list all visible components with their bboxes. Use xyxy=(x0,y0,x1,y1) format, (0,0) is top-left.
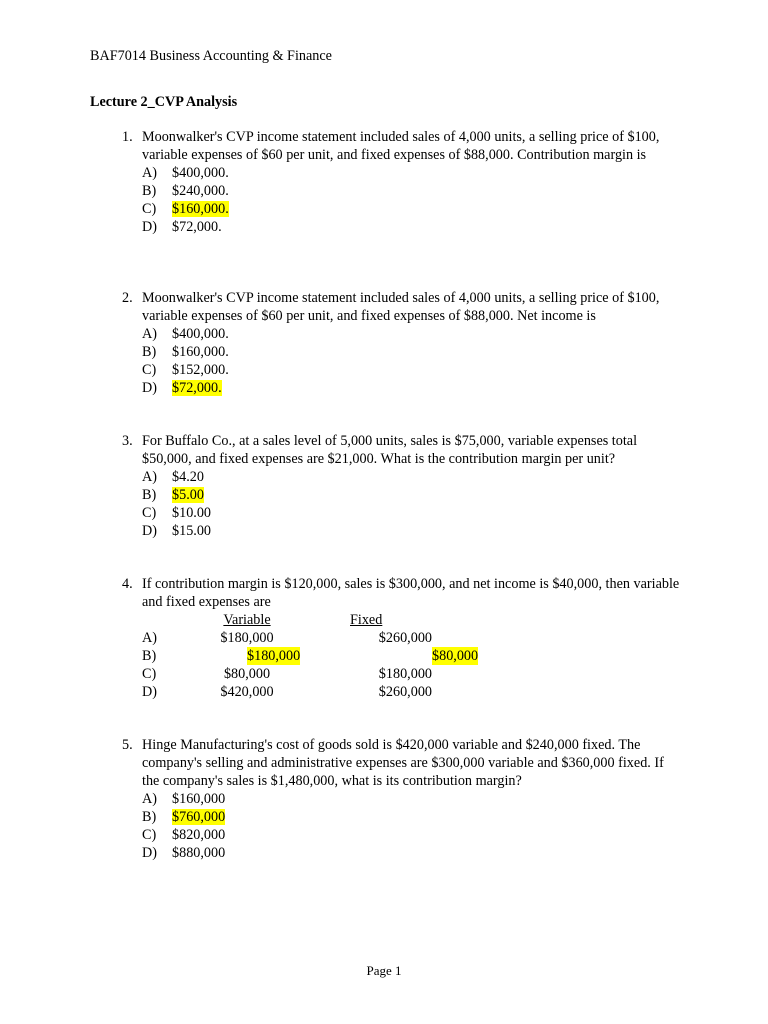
option-letter: B) xyxy=(142,809,157,825)
option-letter: D) xyxy=(142,219,157,235)
option-text: $160,000 xyxy=(172,791,226,807)
option-b xyxy=(142,486,682,504)
question-number: 4. xyxy=(122,576,133,592)
fixed-value: $260,000 xyxy=(378,684,432,700)
lecture-title: Lecture 2_CVP Analysis xyxy=(90,94,238,110)
option-d xyxy=(142,844,682,862)
option-text: $160,000. xyxy=(172,344,229,360)
fixed-value: $260,000 xyxy=(378,630,432,646)
page-number: Page 1 xyxy=(366,963,402,978)
option-c xyxy=(142,504,682,522)
option-letter: A) xyxy=(142,469,157,485)
option-text: $15.00 xyxy=(172,523,212,539)
question-5 xyxy=(122,736,682,862)
question-3 xyxy=(122,432,682,540)
question-2 xyxy=(122,289,682,397)
variable-value: $420,000 xyxy=(220,684,274,700)
option-c xyxy=(142,826,682,844)
option-text: $400,000. xyxy=(172,165,229,181)
option-text-highlighted: $5.00 xyxy=(172,487,204,503)
option-text-highlighted: $72,000. xyxy=(172,380,222,396)
option-text: $820,000 xyxy=(172,827,226,843)
option-letter: B) xyxy=(142,183,157,199)
question-text: For Buffalo Co., at a sales level of 5,000 units, sales is $75,000, variable expenses total $50,000, and fixed expenses are $21,000. What is the contribution margin per unit? xyxy=(142,433,638,467)
option-letter: C) xyxy=(142,827,157,843)
variable-value: $80,000 xyxy=(223,666,271,682)
option-letter: D) xyxy=(142,684,157,700)
table-row-c xyxy=(142,665,682,683)
option-text: $10.00 xyxy=(172,505,212,521)
option-a xyxy=(142,790,682,808)
table-row-a xyxy=(142,629,682,647)
question-text: Hinge Manufacturing's cost of goods sold is $420,000 variable and $240,000 fixed. The company's selling and administrative expenses are $300,000 variable and $360,000 fixed. If the company's sales is $1,480,000, what is its contribution margin? xyxy=(142,737,664,789)
table-header-row xyxy=(142,611,682,629)
option-letter: B) xyxy=(142,344,157,360)
option-b xyxy=(142,182,682,200)
option-a xyxy=(142,468,682,486)
option-letter: B) xyxy=(142,648,157,664)
question-number: 3. xyxy=(122,433,133,449)
option-text: $4.20 xyxy=(172,469,204,485)
option-c xyxy=(142,361,682,379)
option-text: $152,000. xyxy=(172,362,229,378)
question-4 xyxy=(122,575,682,701)
course-title: BAF7014 Business Accounting & Finance xyxy=(90,48,332,64)
option-text: $72,000. xyxy=(172,219,222,235)
option-letter: C) xyxy=(142,362,157,378)
option-letter: A) xyxy=(142,165,157,181)
option-letter: D) xyxy=(142,380,157,396)
table-row-b xyxy=(142,647,682,665)
question-text: Moonwalker's CVP income statement included sales of 4,000 units, a selling price of $100, variable expenses of $60 per unit, and fixed expenses of $88,000. Net income is xyxy=(142,290,660,324)
option-text-highlighted: $160,000. xyxy=(172,201,229,217)
option-d xyxy=(142,522,682,540)
option-letter: A) xyxy=(142,630,157,646)
fixed-column-header: Fixed xyxy=(350,612,383,628)
variable-value-highlighted: $180,000 xyxy=(247,648,301,664)
table-row-d xyxy=(142,683,682,701)
question-number: 5. xyxy=(122,737,133,753)
option-text: $400,000. xyxy=(172,326,229,342)
option-letter: C) xyxy=(142,666,157,682)
option-letter: D) xyxy=(142,523,157,539)
option-letter: A) xyxy=(142,326,157,342)
variable-column-header: Variable xyxy=(223,612,271,628)
option-text-highlighted: $760,000 xyxy=(172,809,226,825)
option-letter: C) xyxy=(142,505,157,521)
option-d xyxy=(142,218,682,236)
option-a xyxy=(142,325,682,343)
question-number: 1. xyxy=(122,129,133,145)
option-text: $240,000. xyxy=(172,183,229,199)
question-1 xyxy=(122,128,682,236)
fixed-value-highlighted: $80,000 xyxy=(432,648,479,664)
option-b xyxy=(142,343,682,361)
option-letter: D) xyxy=(142,845,157,861)
question-number: 2. xyxy=(122,290,133,306)
question-text: Moonwalker's CVP income statement included sales of 4,000 units, a selling price of $100, variable expenses of $60 per unit, and fixed expenses of $88,000. Contribution margin is xyxy=(142,129,660,163)
option-c xyxy=(142,200,682,218)
option-b xyxy=(142,808,682,826)
question-text: If contribution margin is $120,000, sales is $300,000, and net income is $40,000, then variable and fixed expenses are xyxy=(142,576,680,610)
option-d xyxy=(142,379,682,397)
variable-value: $180,000 xyxy=(220,630,274,646)
option-letter: B) xyxy=(142,487,157,503)
option-a xyxy=(142,164,682,182)
option-text: $880,000 xyxy=(172,845,226,861)
fixed-value: $180,000 xyxy=(378,666,432,682)
option-letter: C) xyxy=(142,201,157,217)
option-letter: A) xyxy=(142,791,157,807)
